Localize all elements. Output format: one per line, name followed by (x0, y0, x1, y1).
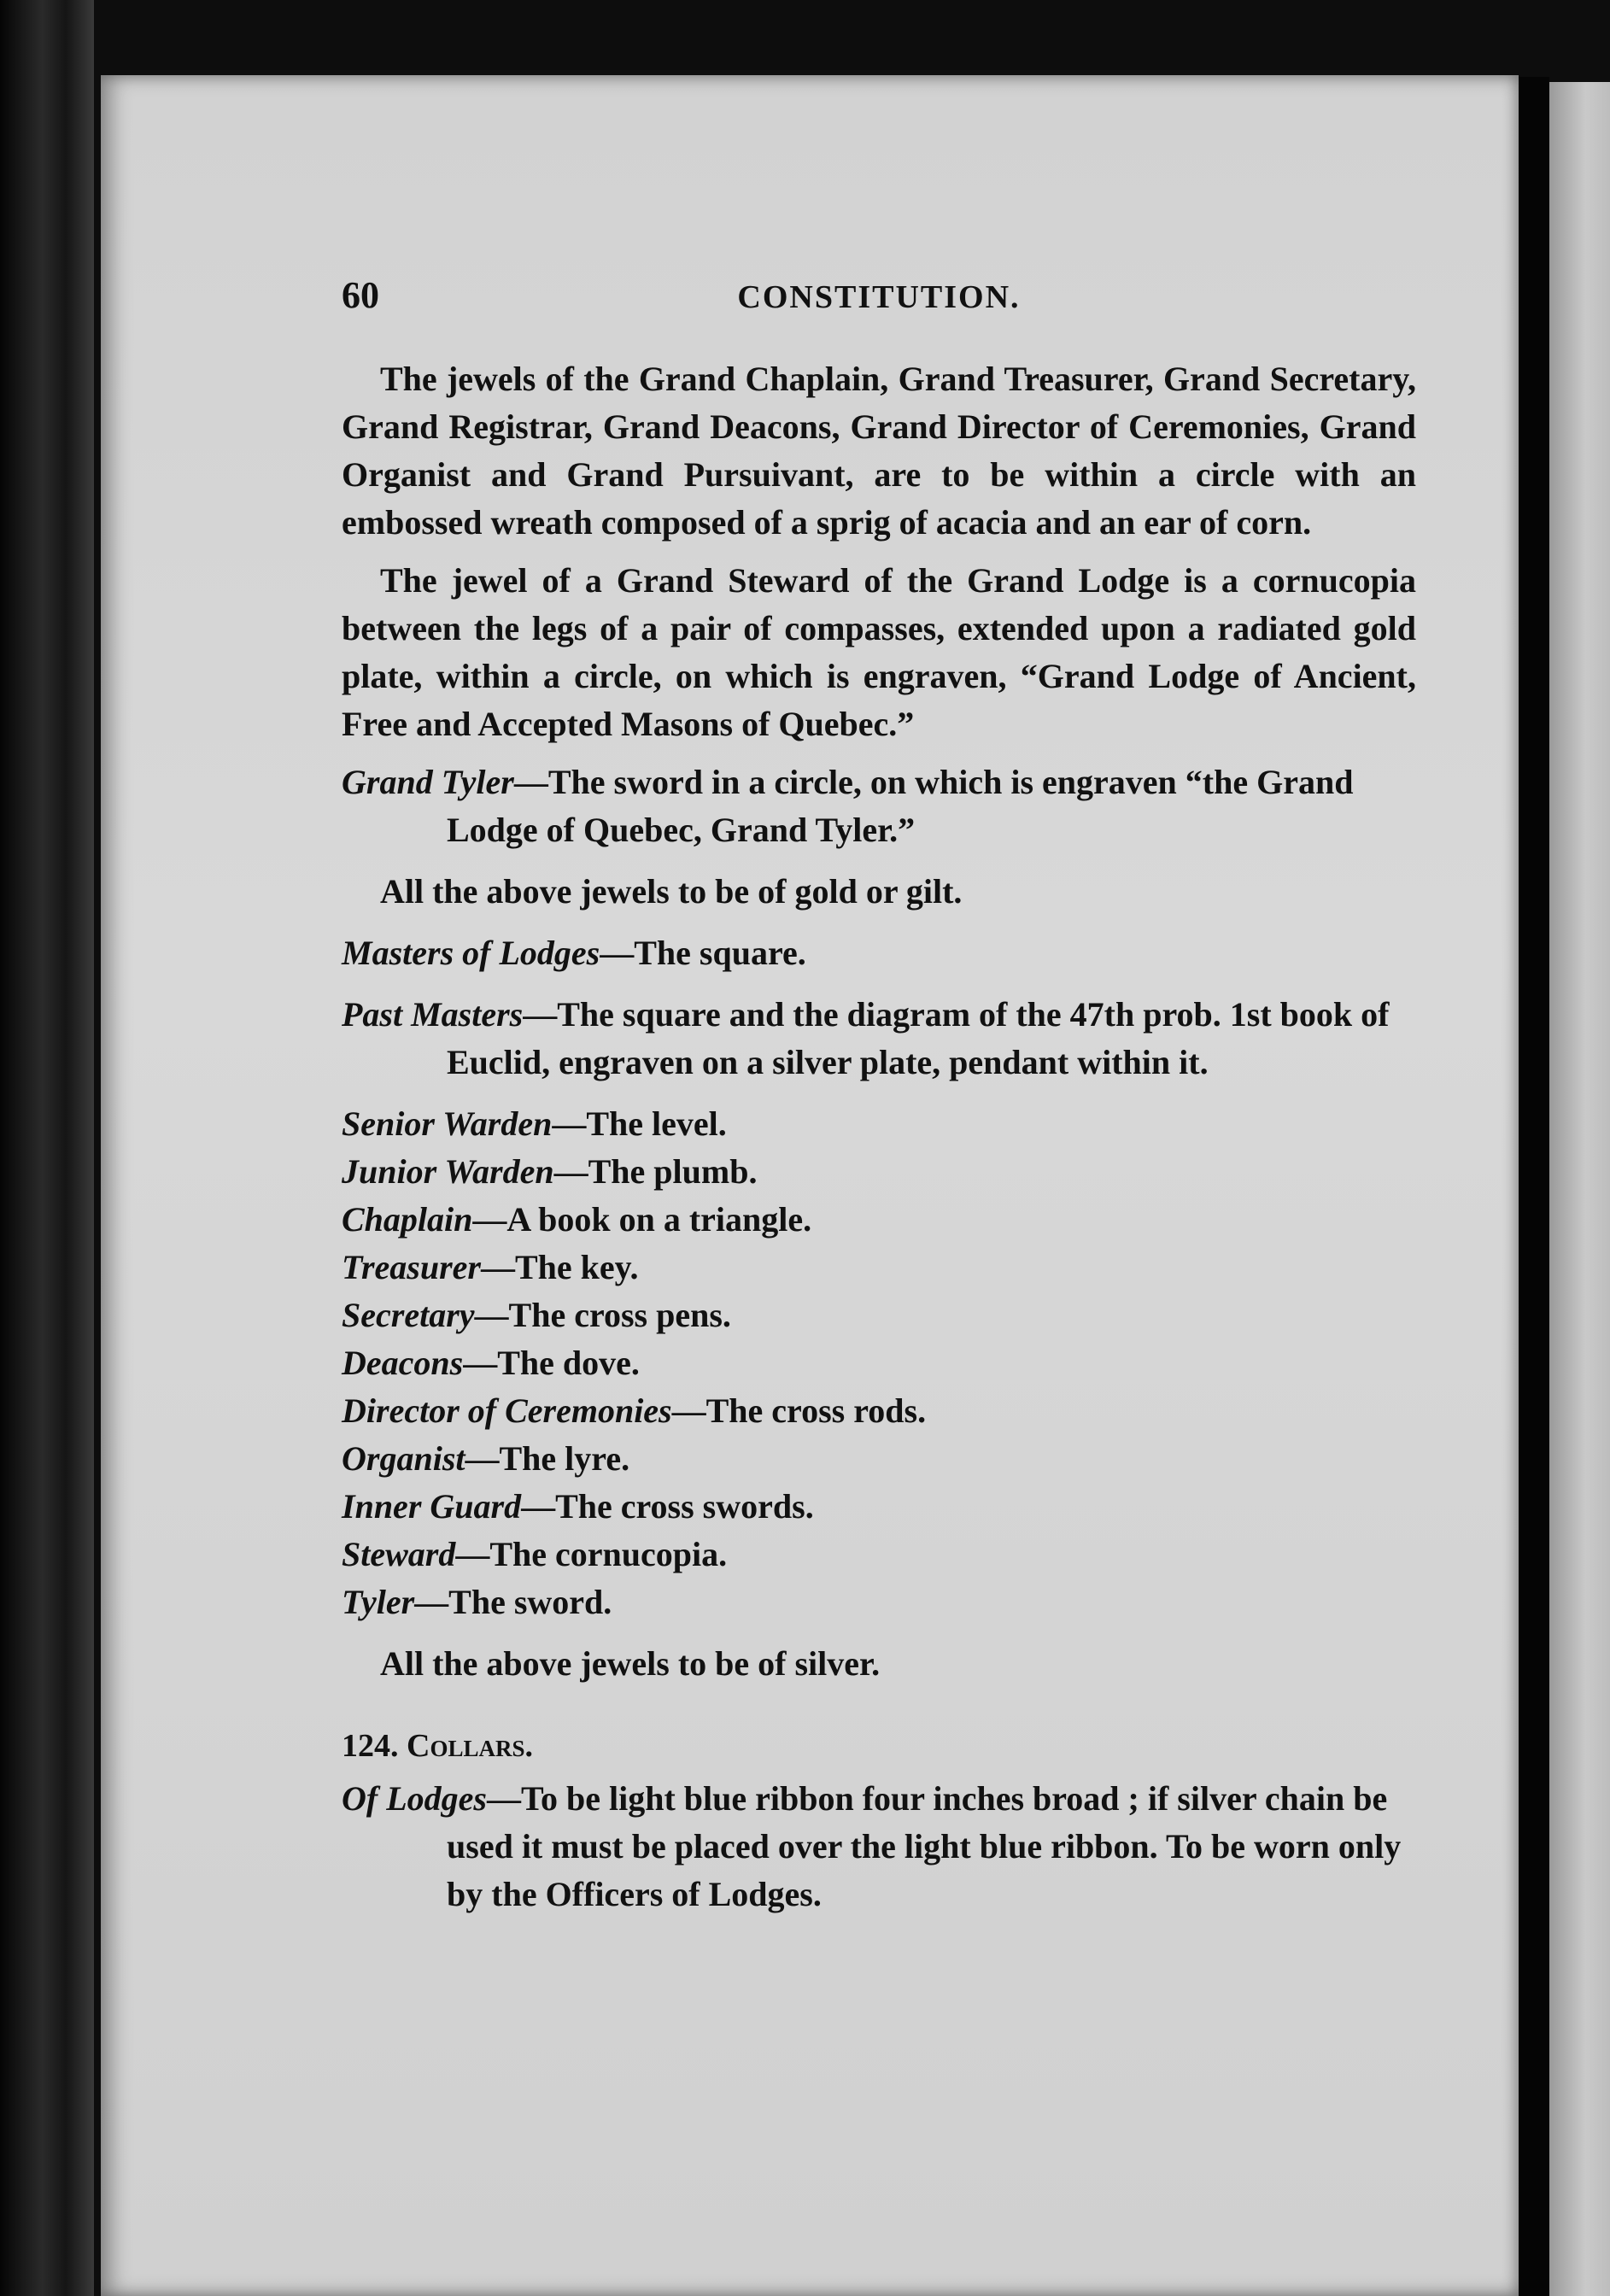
entry-term: Inner Guard (342, 1487, 522, 1526)
entry-grand-tyler (342, 758, 1416, 854)
entry-text: —The level. (552, 1104, 727, 1143)
entry-senior-warden (342, 1100, 1416, 1148)
paragraph-grand-officers-jewels: The jewels of the Grand Chaplain, Grand Treasurer, Grand Secretary, Grand Registrar, Grand Deacons, Grand Director of Ceremonies, Grand Organist and Grand Pursuivant, are to be within a circle with an embossed wreath composed of a sprig of acacia and an ear of corn. (342, 360, 1416, 542)
entry-masters-of-lodges (342, 929, 1416, 977)
entry-term: Chaplain (342, 1200, 473, 1239)
entry-past-masters (342, 991, 1416, 1086)
entry-term: Director of Ceremonies (342, 1391, 672, 1430)
entry-text: —The dove. (463, 1344, 640, 1382)
entry-text: —The cross rods. (671, 1391, 927, 1430)
page-content (342, 272, 1416, 1918)
entry-deacons (342, 1339, 1416, 1387)
page-number: 60 (342, 274, 379, 316)
paragraph-grand-steward-jewel: The jewel of a Grand Steward of the Grand Lodge is a cornucopia between the legs of a pair of compasses, extended upon a radiated gold plate, within a circle, on which is engraven, “Grand Lodge of Ancient, Free and Accepted Masons of Quebec.” (342, 561, 1416, 743)
page-gutter (1519, 77, 1549, 2296)
entry-term: Tyler (342, 1583, 415, 1621)
entry-text: —The key. (480, 1248, 639, 1286)
entry-text: —The square and the diagram of the 47th prob. 1st book of Euclid, engraven on a silver plate, pendant within it. (447, 995, 1390, 1081)
entry-steward (342, 1531, 1416, 1578)
note-gold-or-gilt: All the above jewels to be of gold or gilt. (380, 872, 963, 911)
entry-text: —The square. (600, 934, 806, 972)
entry-junior-warden (342, 1148, 1416, 1196)
entry-term: Grand Tyler (342, 763, 514, 801)
entry-term: Masters of Lodges (342, 934, 600, 972)
entry-treasurer (342, 1244, 1416, 1292)
entry-text: —To be light blue ribbon four inches broad ; if silver chain be used it must be placed over the light blue ribbon. To be worn only by the Officers of Lodges. (447, 1779, 1402, 1913)
entry-organist (342, 1435, 1416, 1483)
entry-text: —The lyre. (465, 1439, 630, 1478)
entry-term: Secretary (342, 1296, 475, 1334)
entry-text: —The cornucopia. (455, 1535, 728, 1573)
entry-term: Senior Warden (342, 1104, 553, 1143)
entry-term: Junior Warden (342, 1152, 554, 1191)
entry-term: Deacons (342, 1344, 464, 1382)
adjacent-page-edge (1549, 82, 1610, 2296)
note-silver: All the above jewels to be of silver. (380, 1644, 881, 1683)
entry-term: Past Masters (342, 995, 524, 1034)
entry-term: Of Lodges (342, 1779, 487, 1818)
entry-text: —The plumb. (553, 1152, 758, 1191)
page-header (342, 272, 1416, 331)
entry-text: —The cross pens. (474, 1296, 731, 1334)
entry-term: Treasurer (342, 1248, 481, 1286)
running-title: CONSTITUTION. (737, 279, 1021, 315)
section-heading-collars: 124. Collars. (342, 1728, 533, 1764)
entry-secretary (342, 1292, 1416, 1339)
entry-text: —A book on a triangle. (472, 1200, 812, 1239)
entry-inner-guard (342, 1483, 1416, 1531)
entry-term: Steward (342, 1535, 456, 1573)
entry-term: Organist (342, 1439, 465, 1478)
book-spine-shadow (0, 0, 94, 2296)
entry-collars-of-lodges (342, 1775, 1416, 1918)
entry-text: —The cross swords. (521, 1487, 814, 1526)
entry-tyler (342, 1578, 1416, 1626)
entry-text: —The sword. (414, 1583, 612, 1621)
entry-text: —The sword in a circle, on which is engraven “the Grand Lodge of Quebec, Grand Tyler.” (447, 763, 1354, 849)
entry-chaplain (342, 1196, 1416, 1244)
entry-director-of-ceremonies (342, 1387, 1416, 1435)
